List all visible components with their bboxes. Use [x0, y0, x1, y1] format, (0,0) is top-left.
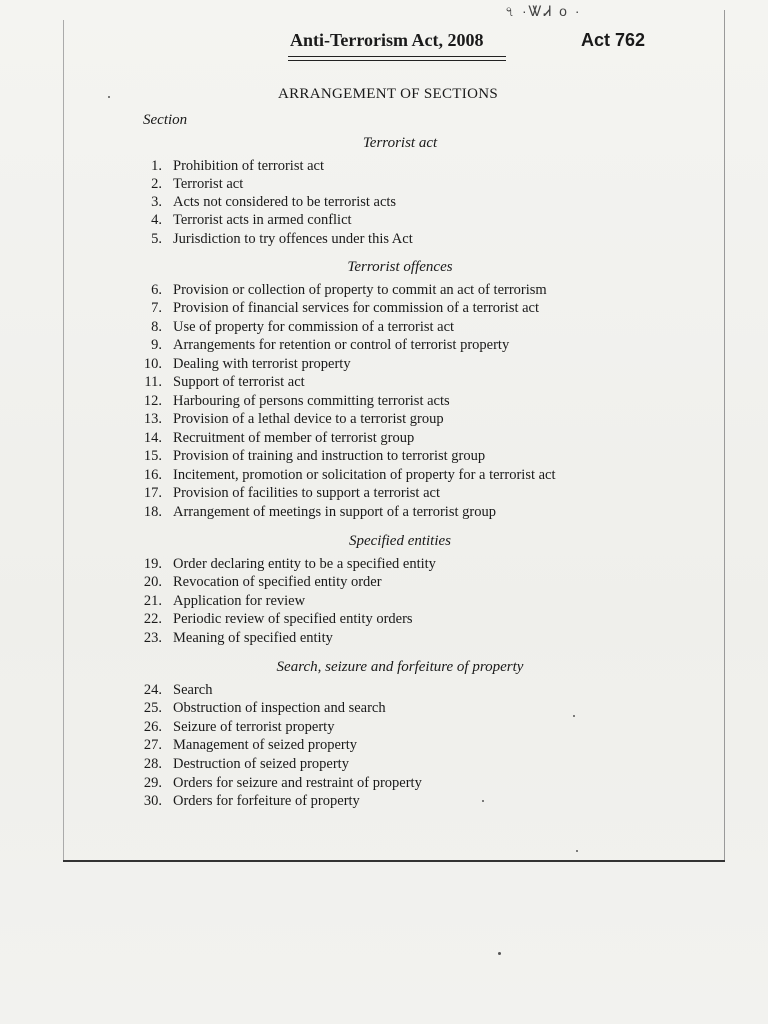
section-number: 26.	[143, 719, 162, 735]
section-title: Terrorist act	[173, 176, 244, 192]
section-title: Seizure of terrorist property	[173, 719, 335, 735]
section-number: 17.	[143, 485, 162, 501]
section-number: 1.	[151, 158, 162, 174]
section-title: Provision of training and instruction to terrorist group	[173, 448, 486, 464]
section-entry	[120, 448, 485, 466]
section-entry	[120, 319, 454, 337]
arrangement-heading: ARRANGEMENT OF SECTIONS	[278, 86, 498, 102]
section-title: Meaning of specified entity	[173, 630, 333, 646]
ink-speck	[573, 715, 575, 717]
section-title: Management of seized property	[173, 737, 357, 753]
section-number: 30.	[143, 793, 162, 809]
section-entry	[120, 611, 413, 629]
section-title: Arrangement of meetings in support of a terrorist group	[173, 504, 496, 520]
section-number: 5.	[151, 231, 162, 247]
section-entry	[120, 467, 556, 485]
section-number: 23.	[143, 630, 162, 646]
section-number: 25.	[143, 700, 162, 716]
section-entry	[120, 300, 539, 318]
section-entry	[120, 393, 450, 411]
section-title: Dealing with terrorist property	[173, 356, 351, 372]
group-heading-terrorist-act: Terrorist act	[362, 135, 438, 151]
section-number: 13.	[143, 411, 162, 427]
section-title: Application for review	[173, 593, 306, 609]
title-underline	[288, 56, 506, 57]
section-number: 18.	[143, 504, 162, 520]
section-entry	[120, 231, 413, 249]
section-number: 19.	[143, 556, 162, 572]
section-title: Recruitment of member of terrorist group	[173, 430, 415, 446]
section-entry	[120, 719, 334, 737]
ink-speck	[498, 952, 501, 955]
section-title: Incitement, promotion or solicitation of property for a terrorist act	[173, 467, 556, 483]
act-title: Anti-Terrorism Act, 2008	[290, 30, 484, 50]
section-entry	[120, 574, 382, 592]
title-double-underline	[288, 60, 506, 61]
section-number: 22.	[143, 611, 162, 627]
section-entry	[120, 194, 396, 212]
section-number: 6.	[151, 282, 162, 298]
section-entry	[120, 593, 305, 611]
section-number: 2.	[151, 176, 162, 192]
section-title: Provision of financial services for commission of a terrorist act	[173, 300, 540, 316]
section-title: Periodic review of specified entity orders	[173, 611, 413, 627]
section-title: Obstruction of inspection and search	[173, 700, 386, 716]
section-entry	[120, 411, 444, 429]
section-title: Terrorist acts in armed conflict	[173, 212, 352, 228]
section-title: Orders for forfeiture of property	[173, 793, 360, 809]
section-title: Order declaring entity to be a specified entity	[173, 556, 436, 572]
ink-speck	[108, 96, 110, 98]
section-title: Harbouring of persons committing terrorist acts	[173, 393, 450, 409]
section-entry	[120, 630, 333, 648]
section-title: Provision of facilities to support a terrorist act	[173, 485, 440, 501]
section-number: 10.	[143, 356, 162, 372]
section-entry	[120, 212, 352, 230]
section-number: 8.	[151, 319, 162, 335]
section-number: 27.	[143, 737, 162, 753]
group-heading-search-seizure: Search, seizure and forfeiture of property	[276, 659, 524, 675]
section-column-label: Section	[143, 112, 188, 128]
section-title: Acts not considered to be terrorist acts	[173, 194, 397, 210]
section-title: Provision of a lethal device to a terrorist group	[173, 411, 444, 427]
section-title: Support of terrorist act	[173, 374, 305, 390]
section-entry	[120, 756, 349, 774]
section-number: 21.	[143, 593, 162, 609]
section-number: 28.	[143, 756, 162, 772]
ink-speck	[576, 850, 578, 852]
section-number: 4.	[151, 212, 162, 228]
section-title: Search	[173, 682, 213, 698]
section-number: 14.	[143, 430, 162, 446]
section-entry	[120, 504, 496, 522]
section-entry	[120, 682, 212, 700]
section-number: 24.	[143, 682, 162, 698]
ink-speck	[482, 800, 484, 802]
group-heading-terrorist-offences: Terrorist offences	[347, 259, 453, 275]
section-title: Revocation of specified entity order	[173, 574, 382, 590]
section-title: Use of property for commission of a terrorist act	[173, 319, 455, 335]
handwritten-scribble: ৭ ·ᏔᏗ ᴏ ·	[505, 3, 582, 19]
section-number: 16.	[143, 467, 162, 483]
section-entry	[120, 356, 351, 374]
section-number: 7.	[151, 300, 162, 316]
section-title: Arrangements for retention or control of terrorist property	[173, 337, 510, 353]
section-entry	[120, 556, 436, 574]
section-title: Orders for seizure and restraint of property	[173, 775, 422, 791]
section-entry	[120, 337, 509, 355]
section-title: Jurisdiction to try offences under this Act	[173, 231, 413, 247]
group-heading-specified-entities: Specified entities	[348, 533, 452, 549]
section-title: Destruction of seized property	[173, 756, 349, 772]
act-number: Act 762	[581, 30, 646, 50]
section-entry	[120, 430, 414, 448]
page-right-edge	[724, 10, 725, 860]
section-entry	[120, 374, 305, 392]
section-entry	[120, 793, 360, 811]
section-title: Provision or collection of property to commit an act of terrorism	[173, 282, 547, 298]
page-left-edge	[63, 20, 64, 860]
section-title: Prohibition of terrorist act	[173, 158, 325, 174]
section-number: 20.	[143, 574, 162, 590]
section-number: 29.	[143, 775, 162, 791]
section-entry	[120, 485, 440, 503]
section-number: 9.	[151, 337, 162, 353]
section-number: 3.	[151, 194, 162, 210]
section-entry	[120, 775, 422, 793]
section-number: 12.	[143, 393, 162, 409]
page-bottom-edge	[63, 860, 725, 862]
section-entry	[120, 176, 243, 194]
section-entry	[120, 700, 386, 718]
section-number: 11.	[144, 374, 162, 390]
section-entry	[120, 158, 324, 176]
section-entry	[120, 737, 357, 755]
section-entry	[120, 282, 547, 300]
section-number: 15.	[143, 448, 162, 464]
